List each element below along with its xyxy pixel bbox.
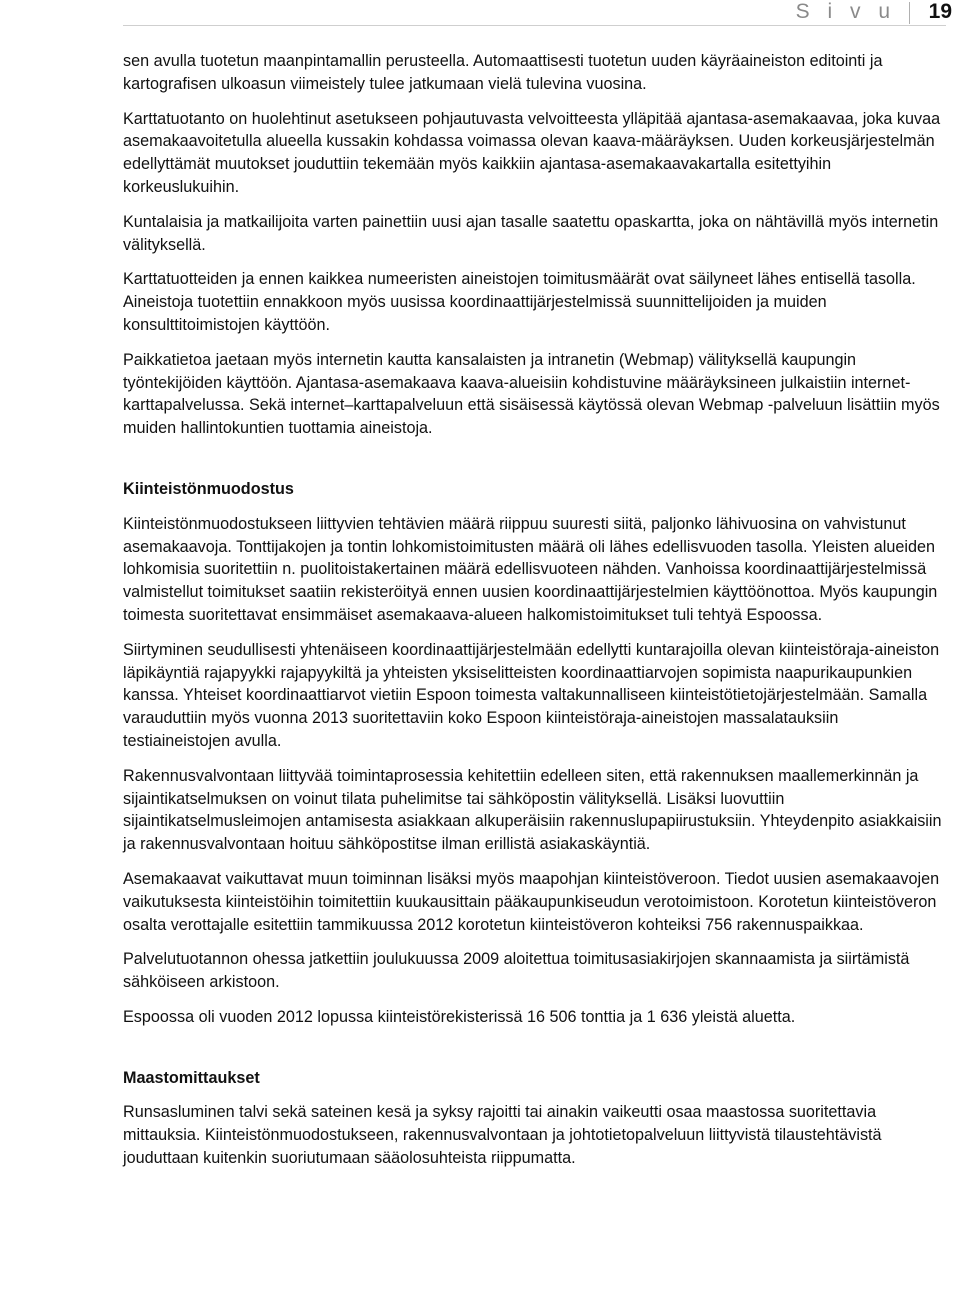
paragraph: Karttatuotanto on huolehtinut asetukseen pohjautuvasta velvoitteesta ylläpitää ajantasa-asemakaavaa, joka kuvaa asemakaavoitetulla alueella kussakin kohdassa voimassa olevan kaava-määräyksen. Uuden korkeusjärjestelmän edellyttämät muutokset jouduttiin tekemään myös kaikkiin ajantasa-asemakaavakartalla esitettyihin korkeuslukuihin.	[123, 109, 941, 196]
paragraph: Runsasluminen talvi sekä sateinen kesä ja syksy rajoitti tai ainakin vaikeutti osaa maastossa suoritettavia mittauksia. Kiinteistönmuodostukseen, rakennusvalvontaan ja johtotietopalveluun liittyvistä tilaustehtävistä jouduttaan kuitenkin suoriutumaan sääolosuhteista riippumatta.	[123, 1103, 882, 1168]
paragraph: Paikkatietoa jaetaan myös internetin kautta kansalaisten ja intranetin (Webmap) välityksellä kaupungin työntekijöiden käyttöön. Ajantasa-asemakaava kaava-alueisiin kohdistuvine määräyksineen julkaistiin internet-karttapalvelussa. Sekä internet–karttapalveluun että sisäisessä käytössä olevan Webmap -palveluun lisättiin myös muiden hallintokuntien tuottamia aineistoja.	[123, 350, 940, 438]
section-heading-maastomittaukset: Maastomittaukset	[123, 1068, 260, 1087]
page-number: 19	[928, 0, 952, 23]
page-header	[0, 0, 960, 26]
paragraph: sen avulla tuotetun maanpintamallin perusteella. Automaattisesti tuotetun uuden käyräaineiston editointi ja kartografisen ulkoasun viimeistely tulee jatkumaan vielä tulevina vuosina.	[123, 52, 883, 93]
paragraph: Asemakaavat vaikuttavat muun toiminnan lisäksi myös maapohjan kiinteistöveroon. Tiedot uusien asemakaavojen vaikutuksesta kiinteistöihin toimitettiin kuukausittain pääkaupunkiseudun verotoimistoon. Korotetun kiinteistöveron osalta verottajalle esitettiin tammikuussa 2012 korotetun kiinteistöveron kohteiksi 756 rakennuspaikkaa.	[123, 869, 940, 934]
paragraph: Karttatuotteiden ja ennen kaikkea numeeristen aineistojen toimitusmäärät ovat säilyneet lähes entisellä tasolla. Aineistoja tuotettiin ennakkoon myös uusissa koordinaattijärjestelmissä suunnittelijoiden ja muiden konsulttitoimistojen käyttöön.	[123, 270, 916, 334]
header-rule	[123, 25, 946, 26]
paragraph: Siirtyminen seudullisesti yhtenäiseen koordinaattijärjestelmään edellytti kuntarajoilla olevan kiinteistöraja-aineiston läpikäyntiä rajapyykki rajapyykiltä ja yhteisten yksiselitteisten koordinaattiarvojen sopimista naapurikaupunkien kanssa. Yhteiset koordinaattiarvot vietiin Espoon toimesta valtakunnalliseen kiinteistötietojärjestelmään. Samalla varauduttiin myös vuonna 2013 suoritettaviin koko Espoon kiinteistöraja-aineistojen massalatauksiin testiaineistojen avulla.	[123, 640, 940, 750]
paragraph: Palvelutuotannon ohessa jatkettiin joulukuussa 2009 aloitettua toimitusasiakirjojen skannaamista ja siirtämistä sähköiseen arkistoon.	[123, 950, 910, 992]
document-body	[123, 50, 949, 1170]
paragraph: Kuntalaisia ja matkailijoita varten painettiin uusi ajan tasalle saatettu opaskartta, joka on nähtävillä myös internetin välityksellä.	[123, 212, 939, 254]
section-heading-kiinteistonmuodostus: Kiinteistönmuodostus	[123, 479, 294, 498]
paragraph: Espoossa oli vuoden 2012 lopussa kiinteistörekisterissä 16 506 tonttia ja 1 636 yleistä aluetta.	[123, 1007, 796, 1026]
paragraph: Kiinteistönmuodostukseen liittyvien tehtävien määrä riippuu suuresti siitä, paljonko lähivuosina on vahvistunut asemakaavoja. Tonttijakojen ja tontin lohkomistoimitusten määrä oli lähes edellisvuoden tasolla. Yleisten alueiden lohkomisia suoritettiin n. puolitoistakertainen määrä edellisvuoteen nähden. Vanhoissa koordinaattijärjestelmissä valmistellut toimitukset saatiin rekisteröityä ennen uusien koordinaattijärjestelmien käyttöönottoa. Myös kaupungin toimesta suoritettavat ensimmäiset asemakaava-alueen halkomistoimitukset tuli tehtyä Espoossa.	[123, 514, 938, 624]
header-separator	[909, 2, 910, 24]
page-label: S i v u	[795, 0, 896, 23]
paragraph: Rakennusvalvontaan liittyvää toimintaprosessia kehitettiin edelleen siten, että rakennuksen maallemerkinnän ja sijaintikatselmuksen on voinut tilata puhelimitse tai sähköpostin välityksellä. Lisäksi luovuttiin sijaintikatselmusleimojen antamisesta asiakkaan alkuperäisiin rakennuslupapiirustuksiin. Yhteydenpito asiakkaisiin ja rakennusvalvontaan hoituu sähköpostitse ilman erillistä asiakaskäyntiä.	[123, 766, 942, 854]
